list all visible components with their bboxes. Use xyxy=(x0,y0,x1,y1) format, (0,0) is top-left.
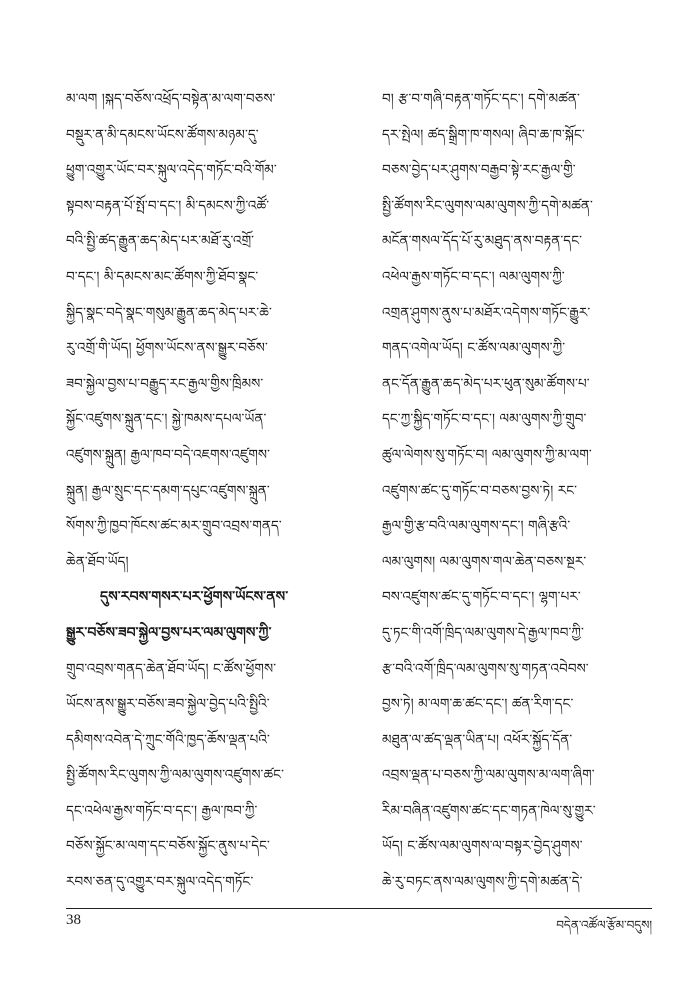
text-line: ཆེ་རུ་བཏང་ནས་ལམ་ལུགས་ཀྱི་དགེ་མཚན་དེ་ xyxy=(382,874,583,891)
text-line: འཕེལ་རྒྱས་གཏོང་བ་དང་། ལམ་ལུགས་ཀྱི་ xyxy=(382,268,565,285)
text-line: བྱས་ཏེ། མ་ལག་ཆ་ཚང་དང་། ཚན་རིག་དང་ xyxy=(382,696,574,713)
text-line: དུ་ཏང་གི་འགོ་ཁྲིད་ལམ་ལུགས་དེ་རྒྱལ་ཁབ་ཀྱི་ xyxy=(382,624,584,641)
text-line: རུ་འགྲོ་གི་ཡོད། ཕྱོགས་ཡོངས་ནས་སྒྱུར་བཅོས་ xyxy=(66,340,268,357)
text-line: འཛུགས་སྐྲུན། རྒྱལ་ཁབ་བདེ་འཇགས་འཛུགས་ xyxy=(66,446,271,463)
text-line: འགྲན་ཤུགས་ནུས་པ་མཐོར་འདེགས་གཏོང་རྒྱུར་ xyxy=(382,304,591,321)
text-line: སྐྱོང་འཛུགས་སྐྲུན་དང་། སྐྱེ་ཁམས་དཔལ་ཡོན་ xyxy=(66,411,267,428)
text-line: མངོན་གསལ་དོད་པོ་རུ་མཐུད་ནས་བརྟན་དང་ xyxy=(382,233,583,250)
text-line: ཕྱུག་འགྱུར་ཡོང་བར་སྐུལ་འདེད་གཏོང་བའི་གོམ་ xyxy=(66,162,277,179)
text-line: བཅས་བྱེད་པར་ཤུགས་བརྒྱབ་སྟེ་རང་རྒྱལ་གྱི་ xyxy=(382,162,576,179)
text-line: གནད་འགེལ་ཡོད། ང་ཚོས་ལམ་ལུགས་ཀྱི་ xyxy=(382,340,566,357)
text-line: སྟབས་བརྟན་པོ་སྤོ་བ་དང་། མི་དམངས་ཀྱི་འཚོ་ xyxy=(66,197,270,214)
page-number: 38 xyxy=(66,912,81,928)
text-line: དམིགས་འབེན་དེ་ཀྲུང་གོའི་ཁྱད་ཆོས་ལྡན་པའི་ xyxy=(66,731,270,748)
text-line: ཚུལ་ལེགས་སུ་གཏོང་བ། ལམ་ལུགས་ཀྱི་མ་ལག་ xyxy=(382,446,592,463)
running-footer-title: བདེན་འཚོལ་རྩོམ་བདུས། xyxy=(556,918,652,932)
text-line: འབྲས་ལྡན་པ་བཅས་ཀྱི་ལམ་ལུགས་མ་ལག་ཞིག་ xyxy=(382,767,595,784)
text-line: རྒྱལ་གྱི་རྩ་བའི་ལམ་ལུགས་དང་། གཞི་རྩའི་ xyxy=(382,518,571,535)
text-line: ལམ་ལུགས། ལམ་ལུགས་གལ་ཆེན་བཅས་སྔར་ xyxy=(382,553,587,570)
text-line: ཟབ་སྐྱེལ་བྱས་པ་བརྒྱུད་རང་རྒྱལ་གྱིས་ཁྲིམས་ xyxy=(66,375,264,392)
text-line: རིམ་བཞིན་འཛུགས་ཚང་དང་གཏན་ཁེལ་སུ་གྱུར་ xyxy=(382,802,596,819)
text-line: བའི་སྤྱི་ཚད་རྒྱུན་ཆད་མེད་པར་མཐོ་རུ་འགྲོ་ xyxy=(66,233,255,250)
text-line: བཅོས་སྐྱོང་མ་ལག་དང་བཅོས་སྐྱོང་ནུས་པ་དེང་ xyxy=(66,838,270,855)
text-line: དང་འཕེལ་རྒྱས་གཏོང་བ་དང་། རྒྱལ་ཁབ་ཀྱི་ xyxy=(66,802,258,819)
text-line: སྤྱི་ཚོགས་རིང་ལུགས་ལམ་ལུགས་ཀྱི་དགེ་མཚན་ xyxy=(382,197,593,214)
text-line: ནང་དོན་རྒྱུན་ཆད་མེད་པར་ཕུན་སུམ་ཚོགས་པ་ xyxy=(382,375,590,392)
text-line: བ་དང་། མི་དམངས་མང་ཚོགས་ཀྱི་ཐོབ་སྣང་ xyxy=(66,268,259,285)
text-line: དུས་རབས་གསར་པར་ཕྱོགས་ཡོངས་ནས་ xyxy=(100,589,289,606)
right-text-column xyxy=(382,82,664,901)
text-line: བསྡུར་ན་མི་དམངས་ཡོངས་ཚོགས་མཉམ་དུ་ xyxy=(66,126,259,143)
text-line: རྩ་བའི་འགོ་ཁྲིད་ལམ་ལུགས་སུ་གཏན་འབེབས་ xyxy=(382,660,589,677)
text-line: དང་ཀྱ་སྐྱིད་གཏོང་བ་དང་། ལམ་ལུགས་ཀྱི་གྲུབ་ xyxy=(382,411,587,428)
text-line: དར་སྤེལ། ཚད་སྒྲིག་ཁ་གསལ། ཞིབ་ཆ་ཁ་སྐོང་ xyxy=(382,126,585,143)
footer-rule xyxy=(66,908,652,909)
text-line: གྲུབ་འབྲས་གནད་ཆེན་ཐོབ་ཡོད། ང་ཚོས་ཕྱོགས་ xyxy=(66,660,277,677)
text-line: སྒྱུར་བཅོས་ཟབ་སྐྱེལ་བྱས་པར་ལམ་ལུགས་ཀྱི་ xyxy=(66,624,272,641)
text-line: སྐྱིད་སྣང་བདེ་སྣང་གསུམ་རྒྱུན་ཆད་མེད་པར་ཆེ་ xyxy=(66,304,272,321)
text-line: རབས་ཅན་དུ་འགྱུར་བར་སྐུལ་འདེད་གཏོང་ xyxy=(66,874,254,891)
text-line: མཐུན་ལ་ཚད་ལྡན་ཡིན་པ། འཕོར་སྐྱོད་དོན་ xyxy=(382,731,573,748)
text-line: སྐྲུན། རྒྱལ་སྲུང་དང་དམག་དཔུང་འཛུགས་སྐྲུན་ xyxy=(66,482,270,499)
left-text-column xyxy=(66,82,348,901)
text-line: ཡོད། ང་ཚོས་ལམ་ལུགས་ལ་བསྟར་བྱེད་ཤུགས་ xyxy=(382,838,583,855)
text-line: འཛུགས་ཚང་དུ་གཏོང་བ་བཅས་བྱས་ཏེ། རང་ xyxy=(382,482,578,499)
text-line: ཆེན་ཐོབ་ཡོད། xyxy=(66,553,129,570)
text-line: མ་ལག །སྐད་བཅོས་འཕྲོད་བསྟེན་མ་ལག་བཅས་ xyxy=(66,91,276,107)
text-line: ཡོངས་ནས་སྒྱུར་བཅོས་ཟབ་སྐྱེལ་བྱེད་པའི་སྤྱིའི་ xyxy=(66,696,270,713)
text-line: བ། རྩ་བ་གཞི་བརྟན་གཏོང་དང་། དགེ་མཚན་ xyxy=(382,91,580,107)
text-line: སྤྱི་ཚོགས་རིང་ལུགས་ཀྱི་ལམ་ལུགས་འཛུགས་ཚང་ xyxy=(66,767,285,784)
text-line: བས་འཛུགས་ཚང་དུ་གཏོང་བ་དང་། ལྷག་པར་ xyxy=(382,589,581,606)
text-line: སོགས་ཀྱི་ཁྱབ་ཁོངས་ཚང་མར་གྲུབ་འབྲས་གནད་ xyxy=(66,518,282,535)
